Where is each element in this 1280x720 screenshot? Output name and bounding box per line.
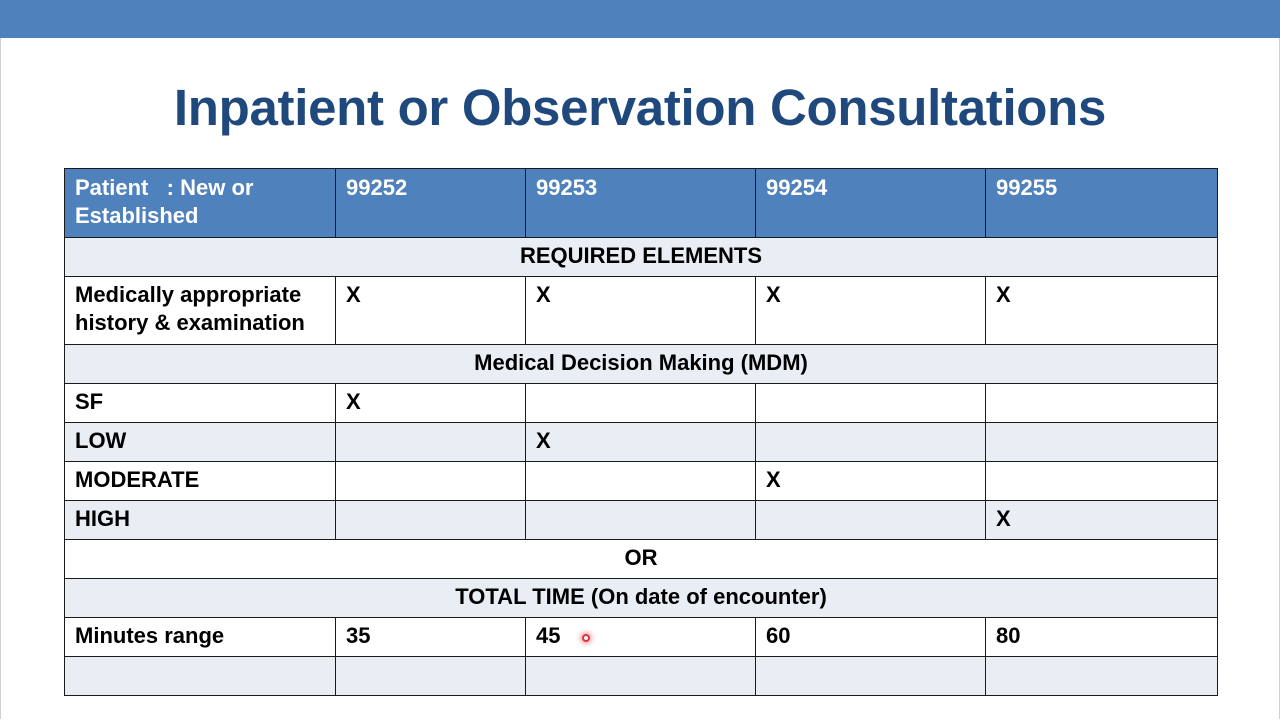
row-label: LOW: [65, 423, 336, 462]
header-code: 99255: [986, 169, 1218, 238]
cell: [986, 657, 1218, 696]
row-label: Minutes range: [65, 618, 336, 657]
cell: 35: [336, 618, 526, 657]
cell: [336, 462, 526, 501]
cell: X: [336, 277, 526, 345]
cell: X: [756, 462, 986, 501]
cell: [526, 384, 756, 423]
cell: [756, 657, 986, 696]
table-header-row: [65, 169, 1218, 238]
cell: [756, 384, 986, 423]
cell: [336, 657, 526, 696]
section-row: [65, 345, 1218, 384]
cell: [336, 501, 526, 540]
section-row: [65, 238, 1218, 277]
row-label: MODERATE: [65, 462, 336, 501]
section-row: [65, 540, 1218, 579]
table-row: [65, 277, 1218, 345]
header-code: 99252: [336, 169, 526, 238]
table-row: [65, 423, 1218, 462]
cell: [986, 384, 1218, 423]
cell: [986, 423, 1218, 462]
cursor-pointer-indicator: [582, 634, 590, 642]
top-bar: [0, 0, 1280, 38]
cell: [336, 423, 526, 462]
table-row: [65, 618, 1218, 657]
consultation-codes-table: [64, 168, 1218, 696]
cell: X: [986, 277, 1218, 345]
section-mdm: Medical Decision Making (MDM): [65, 345, 1218, 384]
cell: X: [526, 277, 756, 345]
cell: [756, 423, 986, 462]
row-label: SF: [65, 384, 336, 423]
table-row: [65, 501, 1218, 540]
cell: X: [756, 277, 986, 345]
cell: [65, 657, 336, 696]
cell: X: [526, 423, 756, 462]
cell: [526, 462, 756, 501]
cell: [756, 501, 986, 540]
slide-title: Inpatient or Observation Consultations: [173, 79, 1107, 136]
cell: [526, 657, 756, 696]
cell: X: [336, 384, 526, 423]
cell: [986, 462, 1218, 501]
header-code: 99253: [526, 169, 756, 238]
cell: [526, 501, 756, 540]
section-row: [65, 579, 1218, 618]
section-required: REQUIRED ELEMENTS: [65, 238, 1218, 277]
header-patient: Patient : New or Established: [65, 169, 336, 238]
row-label: Medically appropriate history & examination: [65, 277, 336, 345]
table-row: [65, 462, 1218, 501]
cell: 80: [986, 618, 1218, 657]
cell: X: [986, 501, 1218, 540]
section-total-time: TOTAL TIME (On date of encounter): [65, 579, 1218, 618]
table-row: [65, 657, 1218, 696]
header-code: 99254: [756, 169, 986, 238]
row-label: HIGH: [65, 501, 336, 540]
section-or: OR: [65, 540, 1218, 579]
cell: 45: [526, 618, 756, 657]
table-row: [65, 384, 1218, 423]
cell: 60: [756, 618, 986, 657]
